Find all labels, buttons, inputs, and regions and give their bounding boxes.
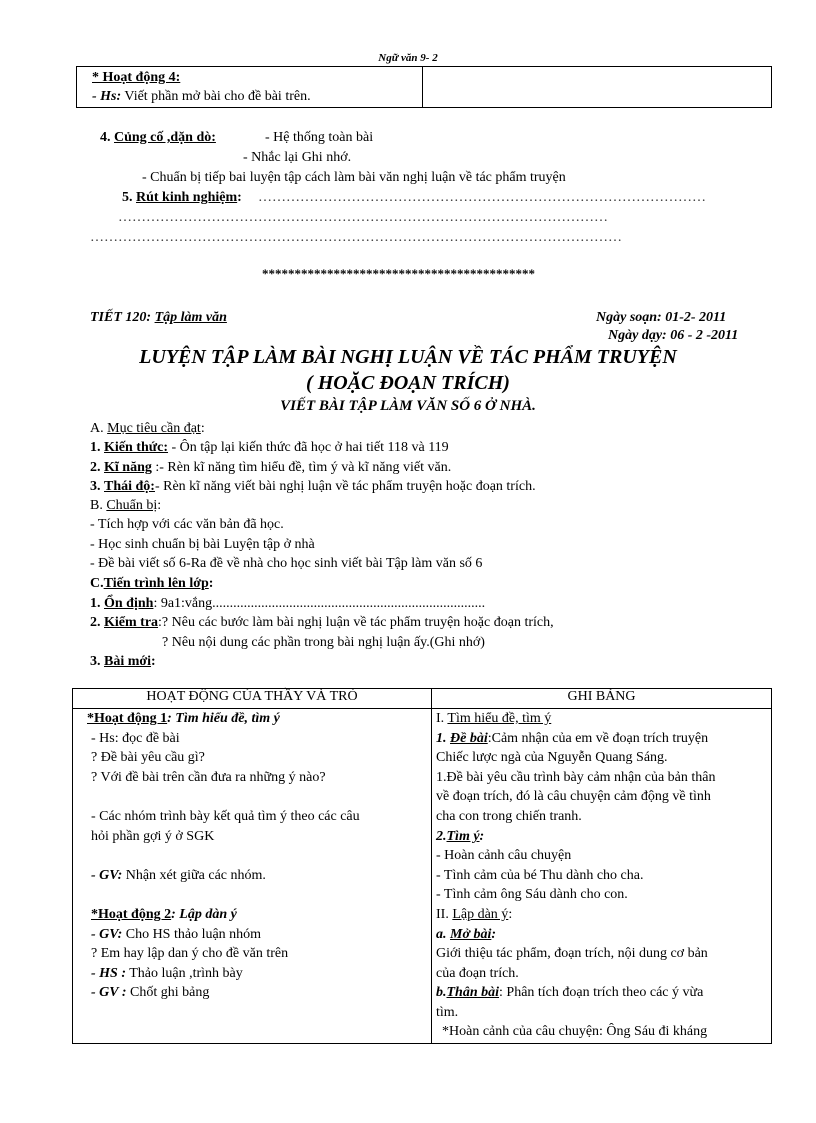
right-line-3: cha con trong chiến tranh. (436, 809, 582, 824)
section4-heading: 4. Củng cố ,dặn dò: (100, 130, 216, 145)
section5-heading: 5. Rút kinh nghiệm: (122, 190, 242, 205)
top-table-left-cell (77, 67, 423, 108)
left-line-3: ? Với đề bài trên cần đưa ra những ý nào? (91, 770, 326, 785)
tim-y-2: - Tình cảm của bé Thu dành cho cha. (436, 868, 644, 883)
hoan-canh-line: *Hoàn cảnh của câu chuyện: Ông Sáu đi kháng (442, 1024, 708, 1039)
de-bai: 1. Đề bài:Cảm nhận của em về đoạn trích truyện (436, 731, 709, 746)
mo-bai-heading: a. Mở bài: (436, 927, 497, 942)
than-bai-heading: b.Thân bài: Phân tích đoạn trích theo các ý vừa (436, 985, 704, 1000)
kiem-tra-q2: ? Nêu nội dung các phần trong bài nghị luận ấy.(Ghi nhớ) (162, 635, 485, 650)
mo-bai-line-1: Giới thiệu tác phẩm, đoạn trích, nội dung cơ bản (436, 946, 708, 961)
table-header-right: GHI BẢNG (432, 689, 772, 709)
tim-y-3: - Tình cảm ông Sáu dành cho con. (436, 887, 628, 902)
hs-trinh-bay: - HS : Thảo luận ,trình bày (91, 966, 243, 981)
s2-heading: II. Lập dàn ý: (436, 907, 513, 922)
hoat-dong-4-label: * Hoạt động 4: (92, 70, 181, 85)
sectionA-item-1: 1. Kiến thức: - Ôn tập lại kiến thức đã học ở hai tiết 118 và 119 (90, 440, 449, 455)
sectionB-item-3: - Đề bài viết số 6-Ra đề về nhà cho học sinh viết bài Tập làm văn số 6 (90, 556, 483, 571)
section4-item2: - Nhắc lại Ghi nhớ. (243, 150, 352, 165)
sectionB-heading: B. Chuẩn bị: (90, 498, 162, 513)
bai-moi: 3. Bài mới: (90, 654, 156, 669)
sectionA-item-3: 3. Thái độ:- Rèn kĩ năng viết bài nghị luận về tác phẩm truyện hoặc đoạn trích. (90, 479, 536, 494)
section5-dots-3: …………………………………………………………………………………………………… (90, 230, 622, 245)
left-line-4: - Các nhóm trình bày kết quả tìm ý theo các câu (91, 809, 360, 824)
mo-bai-line-2: của đoạn trích. (436, 966, 519, 981)
lesson-title-1: LUYỆN TẬP LÀM BÀI NGHỊ LUẬN VỀ TÁC PHẨM TRUYỆN (139, 346, 677, 368)
sectionC-heading: C.Tiến trình lên lớp: (90, 576, 214, 591)
sectionB-item-2: - Học sinh chuẩn bị bài Luyện tập ở nhà (90, 537, 315, 552)
tim-y-1: - Hoàn cảnh câu chuyện (436, 848, 572, 863)
table-header-left: HOẠT ĐỘNG CỦA THẦY VÀ TRÒ (73, 689, 432, 709)
top-table-right-cell (423, 67, 772, 108)
on-dinh: 1. Ổn định: 9a1:vắng.............................................................................. (90, 596, 486, 611)
ngay-soan: Ngày soạn: 01-2- 2011 (596, 310, 727, 325)
hd2-heading: *Hoạt động 2: Lập dàn ý (91, 907, 237, 922)
top-table (76, 66, 772, 108)
de-bai-line-2: Chiếc lược ngà của Nguyễn Quang Sáng. (436, 750, 668, 765)
main-table (72, 688, 772, 1044)
gv-thao-luan: - GV: Cho HS thảo luận nhóm (91, 927, 262, 942)
lesson-tiet: TIẾT 120: Tập làm văn (90, 310, 227, 325)
left-line-6: ? Em hay lập dan ý cho đề văn trên (91, 946, 289, 961)
section5-dots-1: …………………………………………………………………………………… (258, 190, 706, 205)
section4-item1: - Hệ thống toàn bài (265, 130, 374, 145)
than-bai-line-2: tìm. (436, 1005, 459, 1020)
sectionB-item-1: - Tích hợp với các văn bản đã học. (90, 517, 284, 532)
table-left-cell (73, 709, 432, 1044)
separator: ****************************************** (262, 266, 535, 281)
lesson-title-2: ( HOẶC ĐOẠN TRÍCH) (306, 372, 510, 394)
kiem-tra: 2. Kiểm tra:? Nêu các bước làm bài nghị luận về tác phẩm truyện hoặc đoạn trích, (90, 615, 554, 630)
section5-dots-2: …………………………………………………………………………………………… (118, 210, 608, 225)
hs-task: - Hs: Viết phần mở bài cho đề bài trên. (92, 89, 311, 104)
gv-nhan-xet: - GV: Nhận xét giữa các nhóm. (91, 868, 266, 883)
left-line-2: ? Đề bài yêu cầu gì? (91, 750, 205, 765)
section4-item3: - Chuẩn bị tiếp bai luyện tập cách làm bài văn nghị luận về tác phẩm truyện (142, 170, 566, 185)
right-line-1: 1.Đề bài yêu cầu trình bày cảm nhận của bản thân (436, 770, 716, 785)
hd1-heading: *Hoạt động 1: Tìm hiểu đề, tìm ý (87, 711, 280, 726)
page-header: Ngữ văn 9- 2 (378, 52, 438, 64)
sectionA-item-2: 2. Kĩ năng :- Rèn kĩ năng tìm hiểu đề, tìm ý và kĩ năng viết văn. (90, 460, 452, 475)
right-line-2: về đoạn trích, đó là câu chuyện cảm động về tình (436, 789, 711, 804)
left-line-5: hỏi phần gợi ý ở SGK (91, 829, 215, 844)
left-line-1: - Hs: đọc đề bài (91, 731, 180, 746)
table-right-cell (432, 709, 772, 1044)
gv-chot: - GV : Chốt ghi bảng (91, 985, 210, 1000)
lesson-subtitle: VIẾT BÀI TẬP LÀM VĂN SỐ 6 Ở NHÀ. (280, 398, 536, 414)
s1-heading: I. Tìm hiểu đề, tìm ý (436, 711, 552, 726)
tim-y-heading: 2.Tìm ý: (436, 829, 485, 844)
sectionA-heading: A. Mục tiêu cần đạt: (90, 421, 205, 436)
ngay-day: Ngày dạy: 06 - 2 -2011 (608, 328, 739, 343)
